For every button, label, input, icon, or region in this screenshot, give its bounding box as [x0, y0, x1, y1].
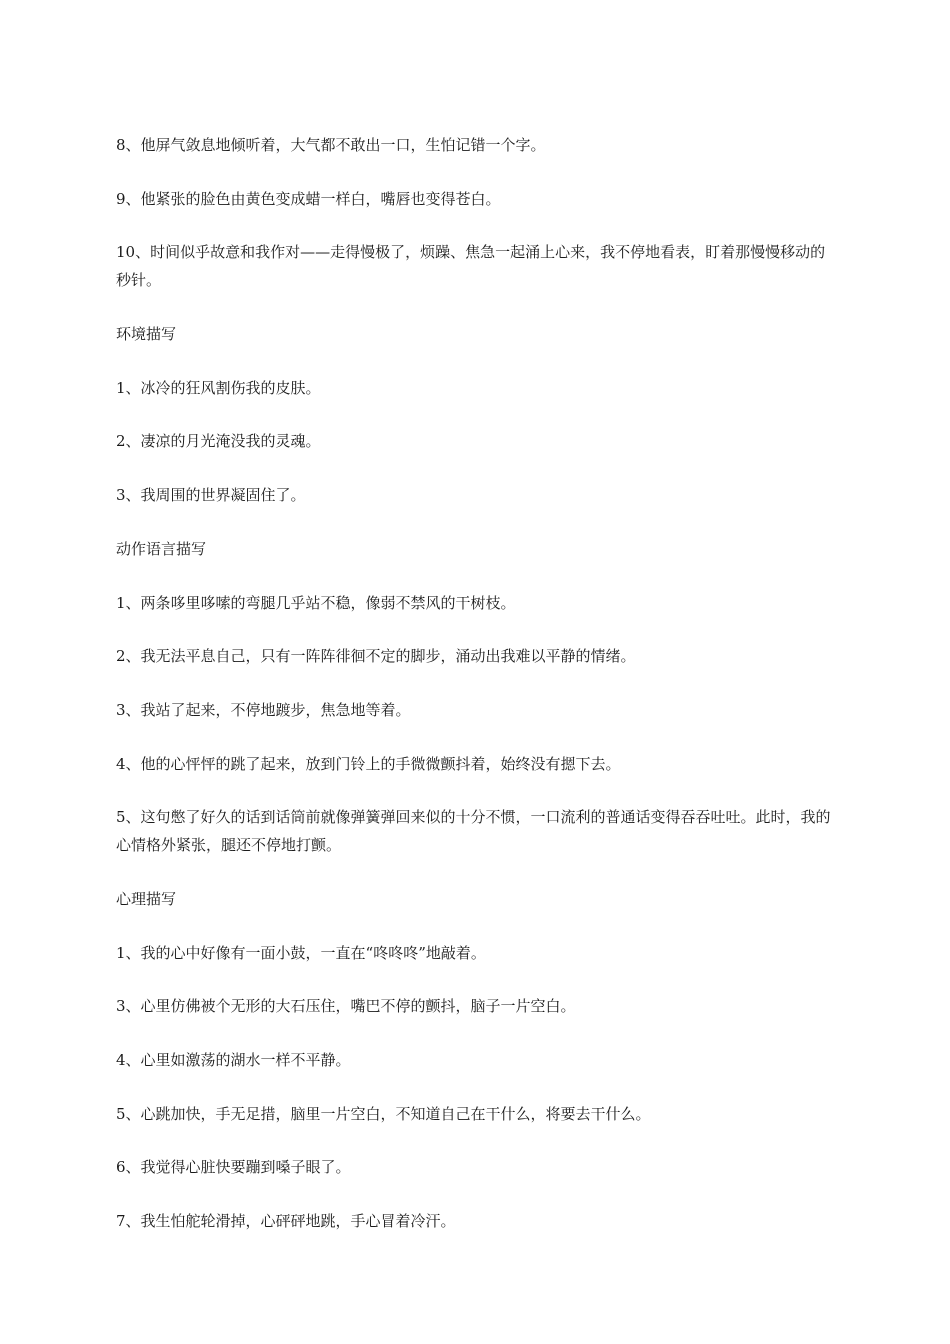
section-heading-environment: 环境描写 [116, 325, 177, 344]
list-item: 5、心跳加快，手无足措，脑里一片空白，不知道自己在干什么，将要去干什么。 [116, 1104, 651, 1123]
list-item: 1、我的心中好像有一面小鼓，一直在“咚咚咚”地敲着。 [116, 943, 486, 962]
section-heading-action-language: 动作语言描写 [116, 539, 207, 558]
document-page [116, 131, 836, 1261]
list-item: 9、他紧张的脸色由黄色变成蜡一样白，嘴唇也变得苍白。 [116, 189, 501, 208]
list-item: 3、我站了起来，不停地踱步，焦急地等着。 [116, 700, 411, 719]
list-item: 2、凄凉的月光淹没我的灵魂。 [116, 432, 321, 451]
list-item: 4、心里如激荡的湖水一样不平静。 [116, 1051, 351, 1069]
list-item: 6、我觉得心脏快要蹦到嗓子眼了。 [116, 1158, 351, 1177]
list-item: 7、我生怕舵轮滑掉，心砰砰地跳，手心冒着冷汗。 [116, 1212, 456, 1231]
list-item: 8、他屏气敛息地倾听着，大气都不敢出一口，生怕记错一个字。 [116, 136, 546, 154]
list-item: 3、我周围的世界凝固住了。 [116, 486, 306, 505]
list-item: 1、冰冷的狂风割伤我的皮肤。 [116, 378, 321, 397]
list-item: 3、心里仿佛被个无形的大石压住，嘴巴不停的颤抖，脑子一片空白。 [116, 997, 576, 1016]
section-heading-psychology: 心理描写 [116, 889, 177, 908]
list-item: 10、时间似乎故意和我作对——走得慢极了，烦躁、焦急一起涌上心来，我不停地看表，盯着那慢慢移动的秒针。 [116, 243, 826, 290]
list-item: 2、我无法平息自己，只有一阵阵徘徊不定的脚步，涌动出我难以平静的情绪。 [116, 647, 636, 666]
list-item: 5、这句憋了好久的话到话筒前就像弹簧弹回来似的十分不惯，一口流利的普通话变得吞吞吐吐。此时，我的心情格外紧张，腿还不停地打颤。 [116, 808, 831, 855]
list-item: 1、两条哆里哆嗦的弯腿几乎站不稳，像弱不禁风的干树枝。 [116, 593, 516, 612]
list-item: 4、他的心怦怦的跳了起来，放到门铃上的手微微颤抖着，始终没有摁下去。 [116, 754, 621, 773]
